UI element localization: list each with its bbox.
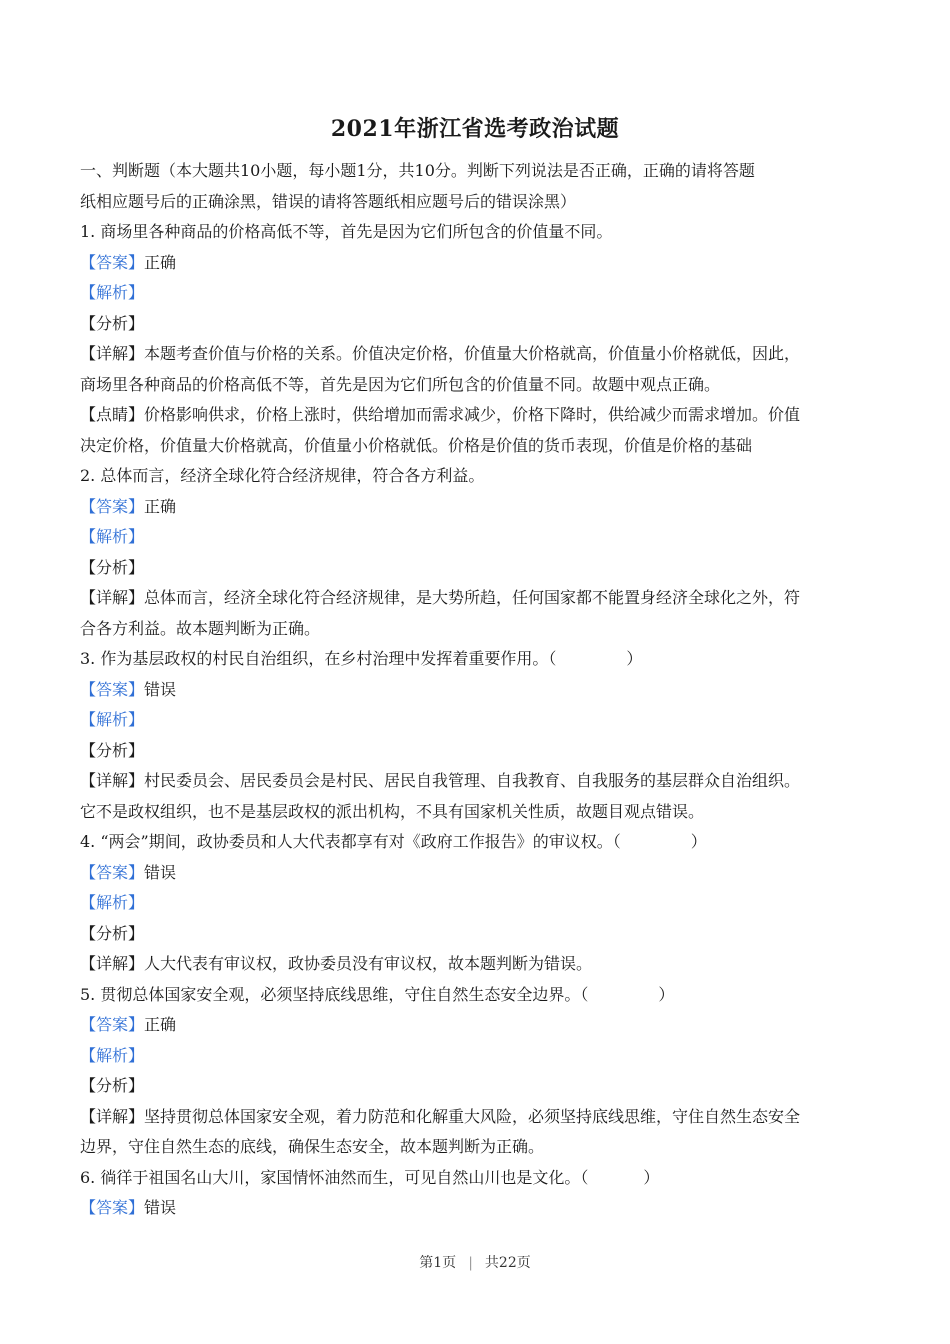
question-1-detail-1 <box>80 339 874 370</box>
question-4-stem <box>80 827 874 858</box>
question-5-detail-2: 边界，守住自然生态的底线，确保生态安全，故本题判断为正确。 <box>80 1137 545 1156</box>
fenxi-label: 【分析】 <box>80 740 145 760</box>
question-1-jiexi <box>80 278 874 309</box>
question-5-stem <box>80 980 874 1011</box>
stem-bracket-close: ） <box>690 832 707 851</box>
answer-value: 正确 <box>144 496 177 516</box>
answer-value: 正确 <box>144 1015 177 1034</box>
tip-text: 价格影响供求，价格上涨时，供给增加而需求减少，价格下降时，供给减少而需求增加。价值 <box>144 405 801 424</box>
question-6-stem <box>80 1163 874 1194</box>
page-total: 共22页 <box>484 1255 531 1271</box>
jiexi-label: 【解析】 <box>80 1045 145 1065</box>
detail-text: 总体而言，经济全球化符合经济规律，是大势所趋，任何国家都不能置身经济全球化之外，符 <box>144 588 801 607</box>
question-2-stem: 2. 总体而言，经济全球化符合经济规律，符合各方利益。 <box>80 466 485 485</box>
question-1-tip-2: 决定价格，价值量大价格就高，价值量小价格就低。价格是价值的货币表现，价值是价格的基础 <box>80 435 753 455</box>
jiexi-label: 【解析】 <box>80 283 145 302</box>
question-4-answer <box>80 858 874 889</box>
fenxi-label: 【分析】 <box>80 923 145 943</box>
document-title: 2021年浙江省选考政治试题 <box>330 116 620 142</box>
question-4-jiexi <box>80 888 874 919</box>
jiexi-label: 【解析】 <box>80 893 145 912</box>
xiangjie-label: 【详解】 <box>80 344 145 363</box>
detail-text: 本题考查价值与价格的关系。价值决定价格，价值量大价格就高，价值量小价格就低，因此， <box>144 344 801 363</box>
question-1-stem: 1. 商场里各种商品的价格高低不等，首先是因为它们所包含的价值量不同。 <box>80 222 613 241</box>
fenxi-label: 【分析】 <box>80 1076 145 1095</box>
answer-label: 【答案】 <box>80 862 145 882</box>
fenxi-label: 【分析】 <box>80 313 145 333</box>
question-3-detail-1 <box>80 766 874 797</box>
section-header-line-1: 一、判断题（本大题共10小题，每小题1分，共10分。判断下列说法是否正确，正确的请将答题 <box>80 161 755 180</box>
answer-label: 【答案】 <box>80 252 145 272</box>
question-1-answer <box>80 248 874 279</box>
stem-text: 5. 贯彻总体国家安全观，必须坚持底线思维，守住自然生态安全边界。（ <box>80 984 589 1004</box>
question-6-answer <box>80 1193 874 1224</box>
jiexi-label: 【解析】 <box>80 710 145 729</box>
xiangjie-label: 【详解】 <box>80 1106 145 1126</box>
question-2-detail-1 <box>80 583 874 614</box>
detail-text: 坚持贯彻总体国家安全观，着力防范和化解重大风险，必须坚持底线思维，守住自然生态安全 <box>144 1106 801 1126</box>
answer-label: 【答案】 <box>80 679 145 699</box>
footer-separator: | <box>468 1255 473 1271</box>
question-3-stem <box>80 644 874 675</box>
answer-value: 正确 <box>144 252 177 272</box>
question-5-jiexi <box>80 1041 874 1072</box>
answer-label: 【答案】 <box>80 1198 145 1217</box>
answer-value: 错误 <box>144 1198 177 1217</box>
answer-label: 【答案】 <box>80 1015 145 1034</box>
question-3-detail-2: 它不是政权组织，也不是基层政权的派出机构，不具有国家机关性质，故题目观点错误。 <box>80 801 705 821</box>
answer-value: 错误 <box>144 862 177 882</box>
answer-label: 【答案】 <box>80 496 145 516</box>
detail-text: 人大代表有审议权，政协委员没有审议权，故本题判断为错误。 <box>144 954 593 973</box>
question-3-fenxi <box>80 736 874 767</box>
answer-value: 错误 <box>144 679 177 699</box>
question-1-detail-2: 商场里各种商品的价格高低不等，首先是因为它们所包含的价值量不同。故题中观点正确。 <box>80 374 721 394</box>
jiexi-label: 【解析】 <box>80 527 145 546</box>
xiangjie-label: 【详解】 <box>80 771 145 790</box>
page-footer <box>0 1252 950 1272</box>
section-header-line-2: 纸相应题号后的正确涂黑，错误的请将答题纸相应题号后的错误涂黑） <box>80 191 577 211</box>
stem-bracket-close: ） <box>658 984 675 1004</box>
detail-text: 村民委员会、居民委员会是村民、居民自我管理、自我教育、自我服务的基层群众自治组织。 <box>144 771 801 790</box>
question-2-detail-2: 合各方利益。故本题判断为正确。 <box>80 618 321 638</box>
question-3-jiexi <box>80 705 874 736</box>
stem-text: 6. 徜徉于祖国名山大川，家国情怀油然而生，可见自然山川也是文化。（ <box>80 1167 589 1187</box>
stem-text: 4. “两会”期间，政协委员和人大代表都享有对《政府工作报告》的审议权。（ <box>80 832 621 851</box>
question-2-fenxi <box>80 553 874 584</box>
question-5-fenxi <box>80 1071 874 1102</box>
xiangjie-label: 【详解】 <box>80 954 145 973</box>
page-number: 第1页 <box>419 1255 457 1271</box>
document-body <box>80 156 874 1224</box>
question-3-answer <box>80 675 874 706</box>
dianjing-label: 【点睛】 <box>80 405 145 424</box>
stem-bracket-close: ） <box>626 649 643 668</box>
question-4-detail-1 <box>80 949 874 980</box>
question-5-detail-1 <box>80 1102 874 1133</box>
question-5-answer <box>80 1010 874 1041</box>
stem-text: 3. 作为基层政权的村民自治组织，在乡村治理中发挥着重要作用。（ <box>80 649 557 668</box>
stem-bracket-close: ） <box>643 1167 660 1187</box>
question-1-fenxi <box>80 309 874 340</box>
question-2-answer <box>80 492 874 523</box>
xiangjie-label: 【详解】 <box>80 588 145 607</box>
question-1-tip-1 <box>80 400 874 431</box>
fenxi-label: 【分析】 <box>80 557 145 577</box>
question-4-fenxi <box>80 919 874 950</box>
question-2-jiexi <box>80 522 874 553</box>
